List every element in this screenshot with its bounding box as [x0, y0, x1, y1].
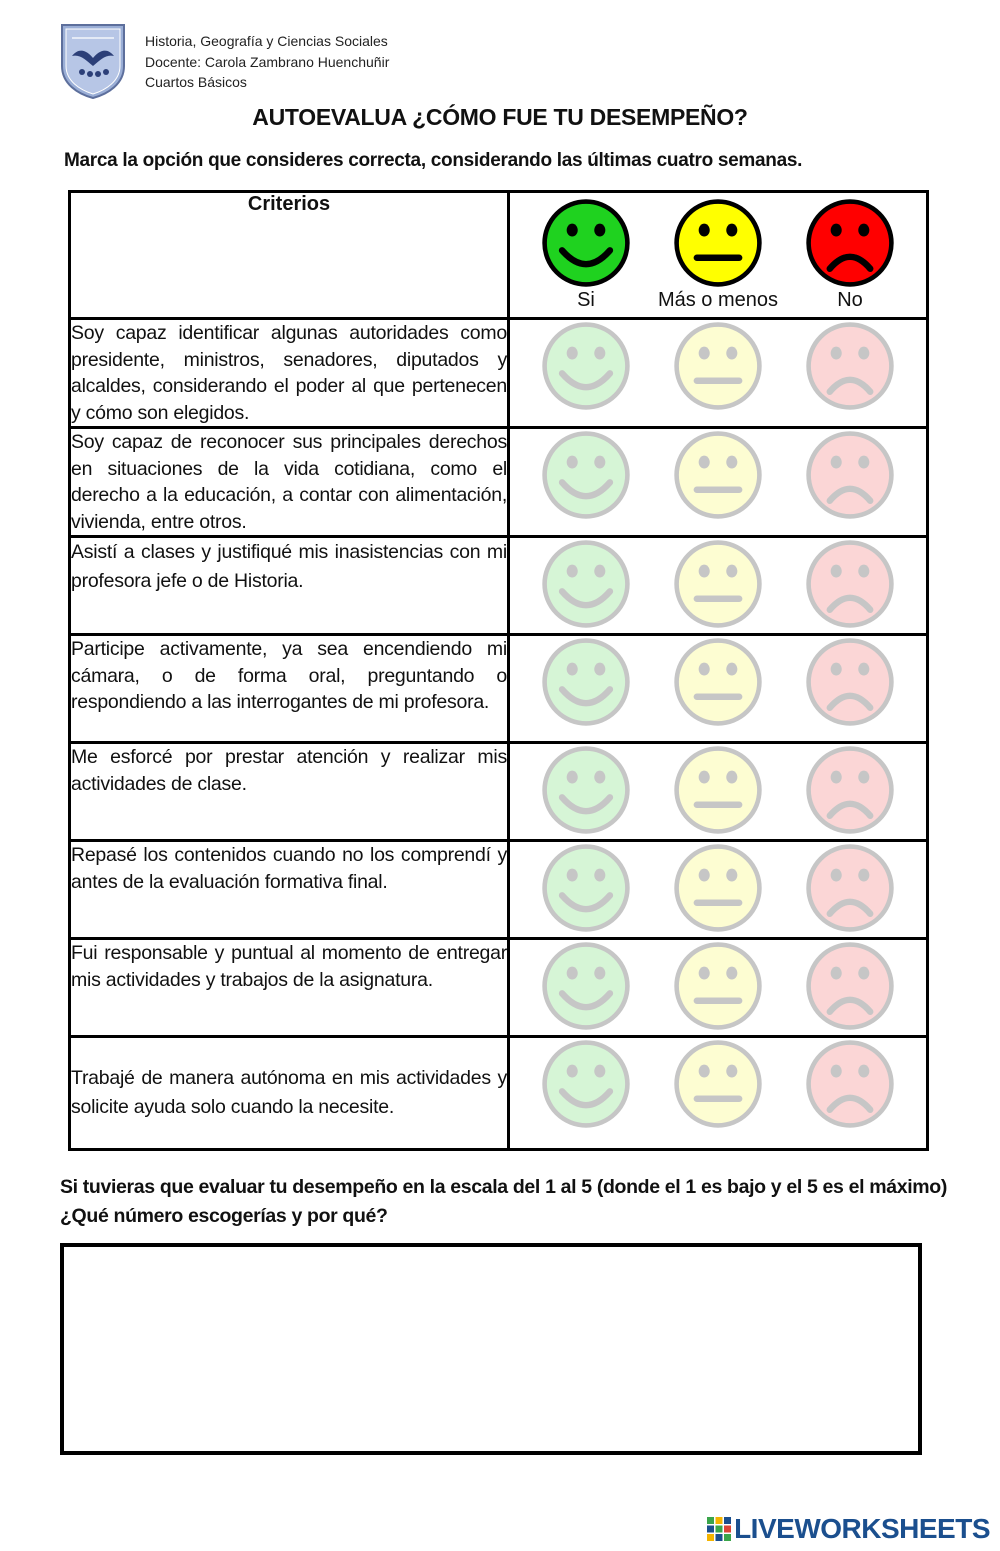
rating-option-neutral	[652, 842, 784, 934]
table-row	[70, 743, 928, 841]
brand-text: LIVEWORKSHEETS	[734, 1513, 990, 1544]
rating-options-cell	[509, 841, 928, 939]
neutral-face-icon[interactable]	[672, 744, 764, 836]
happy-face-icon[interactable]	[540, 538, 632, 630]
criterion-text: Me esforcé por prestar atención y realizar mis actividades de clase.	[70, 743, 509, 841]
level-line: Cuartos Básicos	[145, 74, 247, 90]
legend-sad-face-icon	[804, 197, 896, 289]
rating-option-happy	[520, 842, 652, 934]
happy-face-icon[interactable]	[540, 744, 632, 836]
happy-face-icon[interactable]	[540, 320, 632, 412]
sad-face-icon[interactable]	[804, 538, 896, 630]
table-header-row	[70, 192, 928, 319]
rating-option-neutral	[652, 636, 784, 728]
rating-option-sad	[784, 1038, 916, 1130]
table-row	[70, 939, 928, 1037]
neutral-face-icon[interactable]	[672, 940, 764, 1032]
school-logo	[58, 22, 128, 100]
legend-label-happy: Si	[577, 289, 595, 311]
happy-face-icon[interactable]	[540, 940, 632, 1032]
rating-option-happy	[520, 940, 652, 1032]
rating-options-cell	[509, 743, 928, 841]
rating-options-cell	[509, 635, 928, 743]
rating-option-neutral	[652, 429, 784, 521]
question-line-2: ¿Qué número escogerías y por qué?	[60, 1205, 388, 1227]
rating-option-happy	[520, 429, 652, 521]
neutral-face-icon[interactable]	[672, 1038, 764, 1130]
criterion-text: Soy capaz de reconocer sus principales derechos en situaciones de la vida cotidiana, como el derecho a la educación, a contar con alimentación, vivienda, entre otros.	[70, 428, 509, 537]
happy-face-icon[interactable]	[540, 842, 632, 934]
rating-option-neutral	[652, 1038, 784, 1130]
rating-options-cell	[509, 428, 928, 537]
answer-box[interactable]	[60, 1243, 922, 1455]
rating-option-neutral	[652, 538, 784, 630]
legend-option-happy	[520, 197, 652, 312]
rating-options-cell	[509, 939, 928, 1037]
sad-face-icon[interactable]	[804, 429, 896, 521]
neutral-face-icon[interactable]	[672, 636, 764, 728]
criterion-text: Participe activamente, ya sea encendiendo mi cámara, o de forma oral, preguntando o respondiendo a las interrogantes de mi profesora.	[70, 635, 509, 743]
neutral-face-icon[interactable]	[672, 842, 764, 934]
sad-face-icon[interactable]	[804, 1038, 896, 1130]
rating-option-happy	[520, 636, 652, 728]
criterion-text: Soy capaz identificar algunas autoridades como presidente, ministros, senadores, diputados y alcaldes, considerando el poder al que pertenecen y cómo son elegidos.	[70, 319, 509, 428]
rating-options-cell	[509, 537, 928, 635]
sad-face-icon[interactable]	[804, 320, 896, 412]
rating-option-happy	[520, 320, 652, 412]
happy-face-icon[interactable]	[540, 1038, 632, 1130]
rating-option-sad	[784, 842, 916, 934]
question-line-1: Si tuvieras que evaluar tu desempeño en la escala del 1 al 5 (donde el 1 es bajo y el 5 es el máximo)	[60, 1176, 947, 1198]
sad-face-icon[interactable]	[804, 744, 896, 836]
happy-face-icon[interactable]	[540, 429, 632, 521]
scale-question	[60, 1173, 947, 1231]
evaluation-table	[68, 190, 929, 1151]
criteria-header: Criterios	[70, 192, 509, 319]
criterion-text: Trabajé de manera autónoma en mis actividades y solicite ayuda solo cuando la necesite.	[70, 1037, 509, 1150]
rating-option-sad	[784, 636, 916, 728]
rating-option-sad	[784, 429, 916, 521]
teacher-line: Docente: Carola Zambrano Huenchuñir	[145, 53, 390, 70]
sad-face-icon[interactable]	[804, 940, 896, 1032]
sad-face-icon[interactable]	[804, 636, 896, 728]
legend-label-neutral: Más o menos	[657, 289, 779, 311]
rating-option-sad	[784, 320, 916, 412]
happy-face-icon[interactable]	[540, 636, 632, 728]
rating-option-happy	[520, 744, 652, 836]
table-row	[70, 428, 928, 537]
criterion-text: Asistí a clases y justifiqué mis inasistencias con mi profesora jefe o de Historia.	[70, 537, 509, 635]
legend-cell	[509, 192, 928, 319]
neutral-face-icon[interactable]	[672, 320, 764, 412]
legend-label-sad: No	[837, 289, 863, 311]
neutral-face-icon[interactable]	[672, 429, 764, 521]
rating-options-cell	[509, 319, 928, 428]
rating-option-happy	[520, 1038, 652, 1130]
header-info	[145, 31, 389, 93]
rating-option-happy	[520, 538, 652, 630]
legend-neutral-face-icon	[672, 197, 764, 289]
rating-options-cell	[509, 1037, 928, 1150]
rating-option-neutral	[652, 940, 784, 1032]
legend-option-sad	[784, 197, 916, 312]
table-row	[70, 635, 928, 743]
rating-option-neutral	[652, 320, 784, 412]
table-row	[70, 1037, 928, 1150]
rating-option-sad	[784, 538, 916, 630]
rating-option-neutral	[652, 744, 784, 836]
subject-line: Historia, Geografía y Ciencias Sociales	[145, 33, 388, 49]
table-row	[70, 537, 928, 635]
table-row	[70, 319, 928, 428]
legend-happy-face-icon	[540, 197, 632, 289]
neutral-face-icon[interactable]	[672, 538, 764, 630]
table-row	[70, 841, 928, 939]
sad-face-icon[interactable]	[804, 842, 896, 934]
instructions: Marca la opción que consideres correcta, considerando las últimas cuatro semanas.	[64, 150, 803, 171]
criterion-text: Repasé los contenidos cuando no los comprendí y antes de la evaluación formativa final.	[70, 841, 509, 939]
rating-option-sad	[784, 940, 916, 1032]
legend-option-neutral	[652, 197, 784, 312]
criterion-text: Fui responsable y puntual al momento de entregar mis actividades y trabajos de la asignatura.	[70, 939, 509, 1037]
footer-brand	[706, 1513, 990, 1545]
page-title: AUTOEVALUA ¿CÓMO FUE TU DESEMPEÑO?	[252, 104, 748, 130]
liveworksheets-icon	[706, 1516, 732, 1542]
rating-option-sad	[784, 744, 916, 836]
